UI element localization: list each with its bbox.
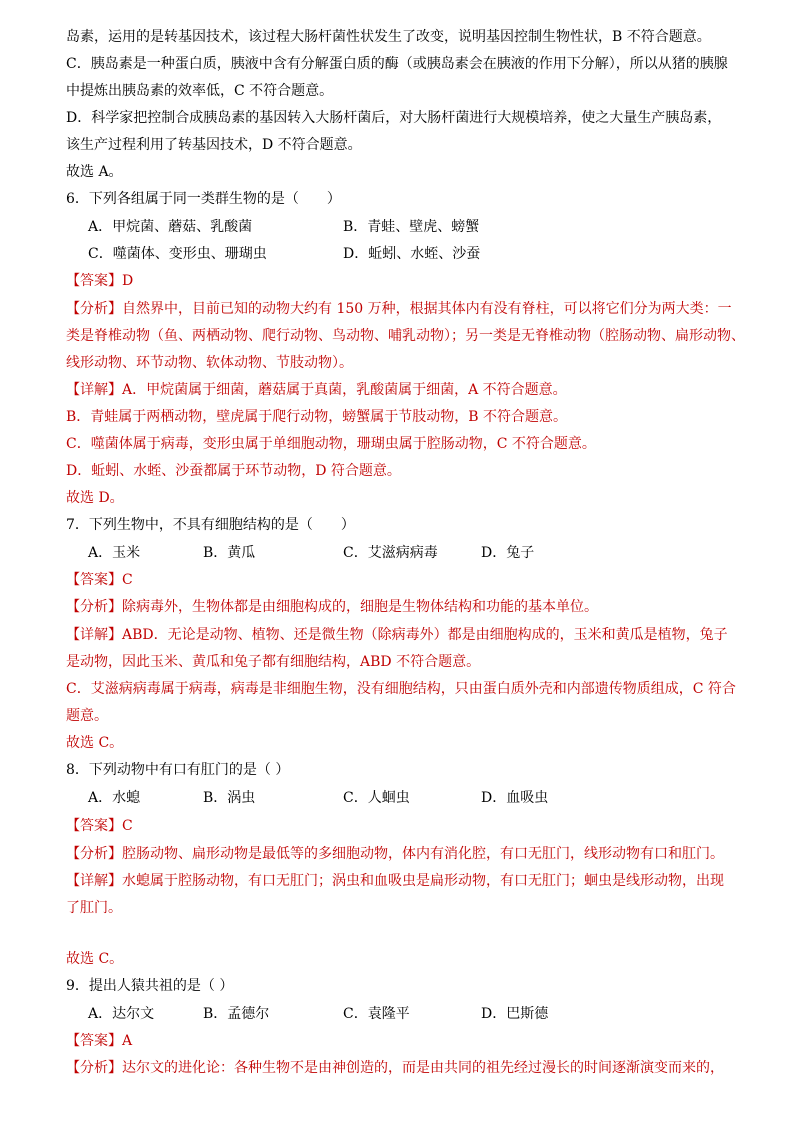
text-line: C．胰岛素是一种蛋白质，胰液中含有分解蛋白质的酶（或胰岛素会在胰液的作用下分解），所以从猪的胰腺: [66, 56, 728, 72]
q8-option-c: C．人蛔虫: [343, 790, 410, 806]
q7-option-c: C．艾滋病病毒: [343, 545, 438, 561]
q7-answer-line: [66, 571, 133, 589]
q6-detail-text: D．蚯蚓、水蛭、沙蚕都属于环节动物，D 符合题意。: [66, 463, 401, 479]
conclusion-line: 故选 A。: [66, 164, 123, 180]
q6-option-d: D．蚯蚓、水蛭、沙蚕: [343, 246, 481, 262]
q8-option-b: B．涡虫: [203, 790, 256, 806]
analysis-label: 【分析】: [66, 1060, 122, 1076]
detail-label: 【详解】: [66, 873, 122, 889]
q9-analysis-line: [66, 1059, 724, 1077]
text-line: 该生产过程利用了转基因技术，D 不符合题意。: [66, 137, 362, 153]
q7-detail-line: [66, 626, 728, 644]
q9-option-c: C．袁隆平: [343, 1006, 410, 1022]
q7-detail-text: C．艾滋病病毒属于病毒，病毒是非细胞生物，没有细胞结构，只由蛋白质外壳和内部遗传物质组成，C 符合: [66, 681, 736, 697]
question-8-stem: 8．下列动物中有口有肛门的是（ ）: [66, 762, 290, 778]
q7-analysis-text: 除病毒外，生物体都是由细胞构成的，细胞是生物体结构和功能的基本单位。: [122, 599, 598, 615]
answer-label: 【答案】: [66, 572, 122, 588]
q7-analysis-line: [66, 598, 598, 616]
q7-detail-text: 题意。: [66, 708, 108, 724]
question-9-stem: 9．提出人猿共祖的是（ ）: [66, 978, 234, 994]
q6-analysis-text: 自然界中，目前已知的动物大约有 150 万种，根据其体内有没有脊柱，可以将它们分为两大类：一: [122, 301, 732, 317]
q9-answer: A: [122, 1033, 133, 1049]
q9-option-a: A．达尔文: [88, 1006, 155, 1022]
q8-conclusion: 故选 C。: [66, 951, 124, 967]
q7-detail-text: 是动物，因此玉米、黄瓜和兔子都有细胞结构，ABD 不符合题意。: [66, 654, 481, 670]
q9-analysis-text: 达尔文的进化论：各种生物不是由神创造的，而是由共同的祖先经过漫长的时间逐渐演变而来的，: [122, 1060, 724, 1076]
q6-detail-text: A．甲烷菌属于细菌，蘑菇属于真菌，乳酸菌属于细菌，A 不符合题意。: [122, 382, 567, 398]
q6-analysis-text: 线形动物、环节动物、软体动物、节肢动物）。: [66, 355, 353, 371]
text-line: 中提炼出胰岛素的效率低，C 不符合题意。: [66, 83, 334, 99]
q9-option-b: B．孟德尔: [203, 1006, 270, 1022]
q6-detail-text: C．噬菌体属于病毒，变形虫属于单细胞动物，珊瑚虫属于腔肠动物，C 不符合题意。: [66, 436, 596, 452]
q6-option-c: C．噬菌体、变形虫、珊瑚虫: [88, 246, 267, 262]
q7-detail-text: ABD．无论是动物、植物、还是微生物（除病毒外）都是由细胞构成的，玉米和黄瓜是植物，兔子: [122, 627, 728, 643]
q6-analysis-line: [66, 300, 732, 318]
answer-label: 【答案】: [66, 273, 122, 289]
q8-answer: C: [122, 818, 133, 834]
q6-detail-text: B．青蛙属于两栖动物，壁虎属于爬行动物，螃蟹属于节肢动物，B 不符合题意。: [66, 409, 568, 425]
detail-label: 【详解】: [66, 382, 122, 398]
q7-option-b: B．黄瓜: [203, 545, 256, 561]
q8-detail-text: 水螅属于腔肠动物，有口无肛门；涡虫和血吸虫是扁形动物，有口无肛门；蛔虫是线形动物，出现: [122, 873, 724, 889]
answer-label: 【答案】: [66, 818, 122, 834]
q6-answer-line: [66, 272, 133, 290]
question-7-stem: 7．下列生物中，不具有细胞结构的是（ ）: [66, 517, 355, 533]
q6-option-b: B．青蛙、壁虎、螃蟹: [343, 219, 480, 235]
q8-detail-text: 了肛门。: [66, 900, 122, 916]
analysis-label: 【分析】: [66, 599, 122, 615]
text-line: 岛素，运用的是转基因技术，该过程大肠杆菌性状发生了改变，说明基因控制生物性状，B 不符合题意。: [66, 29, 711, 45]
analysis-label: 【分析】: [66, 846, 122, 862]
analysis-label: 【分析】: [66, 301, 122, 317]
q8-analysis-line: [66, 845, 724, 863]
q6-detail-line: [66, 381, 567, 399]
q6-answer: D: [122, 273, 134, 289]
detail-label: 【详解】: [66, 627, 122, 643]
question-6-stem: 6．下列各组属于同一类群生物的是（ ）: [66, 191, 341, 207]
q8-option-d: D．血吸虫: [481, 790, 549, 806]
q8-answer-line: [66, 817, 133, 835]
q9-answer-line: [66, 1032, 132, 1050]
q8-analysis-text: 腔肠动物、扁形动物是最低等的多细胞动物，体内有消化腔，有口无肛门，线形动物有口和肛门。: [122, 846, 724, 862]
q7-option-a: A．玉米: [88, 545, 141, 561]
q6-option-a: A．甲烷菌、蘑菇、乳酸菌: [88, 219, 253, 235]
q7-conclusion: 故选 C。: [66, 735, 124, 751]
q6-analysis-text: 类是脊椎动物（鱼、两栖动物、爬行动物、鸟动物、哺乳动物）；另一类是无脊椎动物（腔肠动物、扁形动物、: [66, 328, 745, 344]
q8-detail-line: [66, 872, 724, 890]
answer-label: 【答案】: [66, 1033, 122, 1049]
q8-option-a: A．水螅: [88, 790, 141, 806]
q7-option-d: D．兔子: [481, 545, 535, 561]
q9-option-d: D．巴斯德: [481, 1006, 549, 1022]
q6-conclusion: 故选 D。: [66, 490, 124, 506]
text-line: D．科学家把控制合成胰岛素的基因转入大肠杆菌后，对大肠杆菌进行大规模培养，使之大量生产胰岛素，: [66, 110, 722, 126]
q7-answer: C: [122, 572, 133, 588]
